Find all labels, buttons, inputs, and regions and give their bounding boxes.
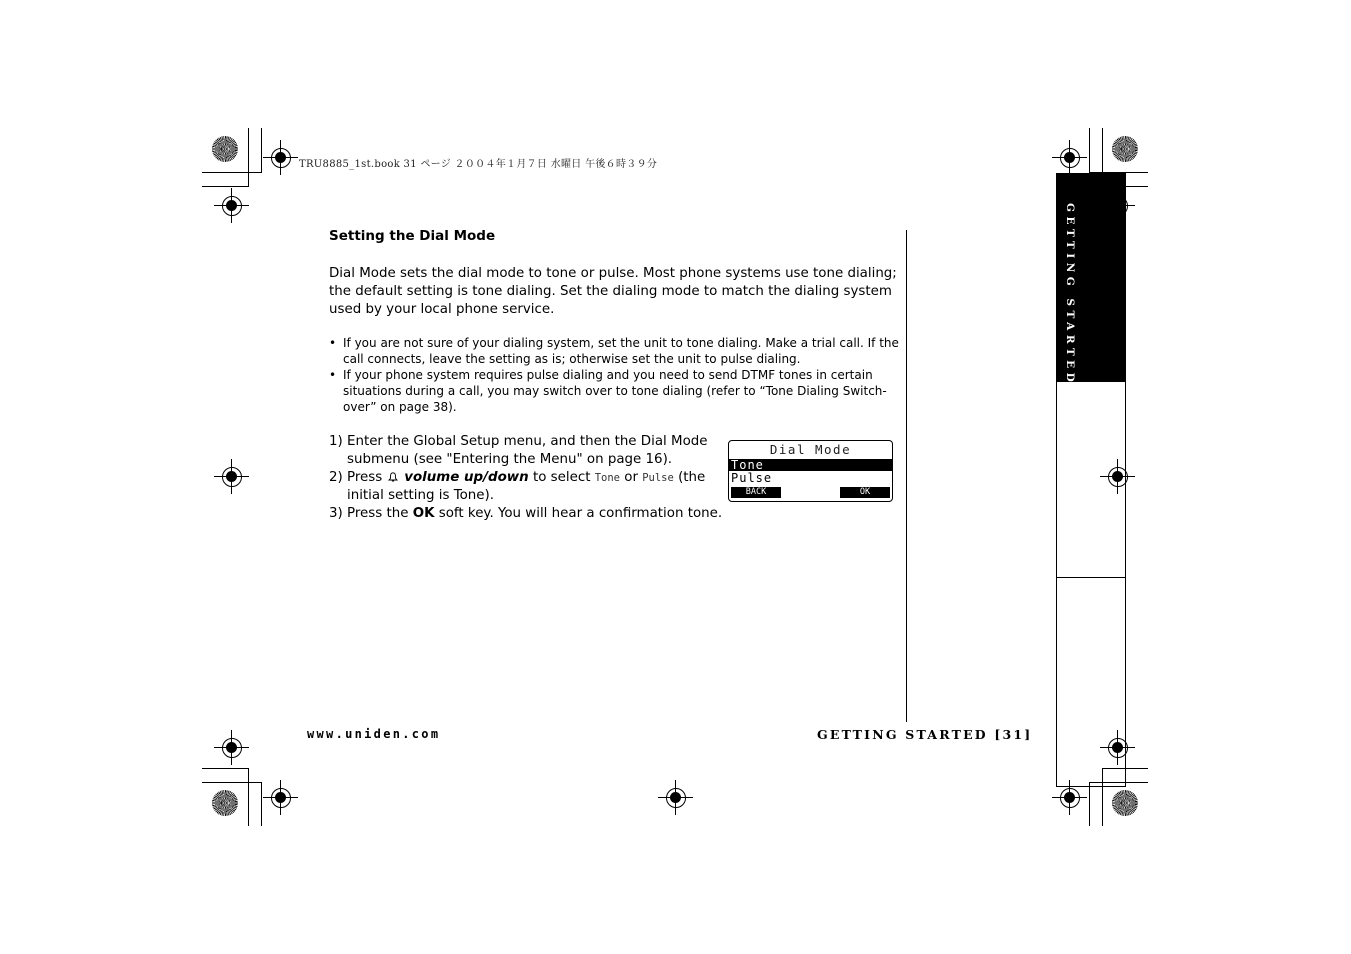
side-tab-label: GETTING STARTED bbox=[1064, 203, 1076, 387]
lcd-title: Dial Mode bbox=[769, 442, 852, 457]
registration-mark-icon bbox=[222, 196, 242, 216]
step-2 bbox=[329, 469, 729, 505]
step-number: 2) bbox=[329, 470, 343, 485]
steps-list bbox=[329, 433, 729, 523]
registration-mark-icon bbox=[271, 788, 291, 808]
step-1 bbox=[329, 433, 729, 469]
bullet-text: If your phone system requires pulse dialing and you need to send DTMF tones in certain situations during a call, you may switch over to tone dialing (refer to “Tone Dialing Switch-over” on page 38). bbox=[343, 368, 887, 414]
step-text: Press bbox=[347, 470, 383, 485]
starburst-icon bbox=[212, 136, 238, 162]
registration-mark-icon bbox=[222, 467, 242, 487]
bullet-text: If you are not sure of your dialing system, set the unit to tone dialing. Make a trial call. If the call connects, leave the setting as is; otherwise set the unit to pulse dialing. bbox=[343, 336, 899, 366]
section-title: Setting the Dial Mode bbox=[329, 228, 496, 244]
footer-page-label: GETTING STARTED [31] bbox=[817, 727, 1033, 742]
registration-mark-icon bbox=[1060, 788, 1080, 808]
starburst-icon bbox=[1112, 790, 1138, 816]
step-text: (the initial setting is Tone). bbox=[347, 470, 706, 503]
step-text: or bbox=[620, 470, 643, 485]
step-text: soft key. You will hear a confirmation tone. bbox=[434, 506, 723, 521]
registration-mark-icon bbox=[222, 738, 242, 758]
footer-url: www.uniden.com bbox=[307, 727, 441, 741]
step-number: 3) bbox=[329, 506, 343, 521]
registration-mark-icon bbox=[1060, 148, 1080, 168]
lcd-option-pulse: Pulse bbox=[642, 472, 674, 484]
bell-icon bbox=[388, 472, 398, 482]
lcd-option-tone: Tone bbox=[594, 472, 620, 484]
step-3 bbox=[329, 505, 777, 523]
step-text: Press the bbox=[347, 506, 413, 521]
registration-mark-icon bbox=[271, 148, 291, 168]
column-divider bbox=[906, 230, 907, 722]
ok-key-label: OK bbox=[412, 506, 435, 521]
lcd-option: Pulse bbox=[731, 471, 773, 485]
step-text: to select bbox=[528, 470, 595, 485]
lcd-back-softkey: BACK bbox=[731, 487, 781, 498]
side-tab-divider bbox=[1056, 577, 1126, 578]
step-text: Enter the Global Setup menu, and then the Dial Mode submenu (see "Entering the Menu" on page 16). bbox=[347, 434, 708, 467]
starburst-icon bbox=[1112, 136, 1138, 162]
notes-list bbox=[329, 335, 899, 415]
lcd-ok-softkey: OK bbox=[840, 487, 890, 498]
intro-paragraph: Dial Mode sets the dial mode to tone or pulse. Most phone systems use tone dialing; the default setting is tone dialing. Set the dialing mode to match the dialing system used by your local phone service. bbox=[329, 266, 897, 317]
list-item: • If your phone system requires pulse dialing and you need to send DTMF tones in certain situations during a call, you may switch over to tone dialing (refer to “Tone Dialing Switch-over” on page 38). bbox=[329, 368, 887, 414]
starburst-icon bbox=[212, 790, 238, 816]
lcd-screen bbox=[728, 440, 893, 502]
step-number: 1) bbox=[329, 434, 343, 449]
volume-key-label: volume up/down bbox=[404, 470, 529, 485]
list-item: • If you are not sure of your dialing system, set the unit to tone dialing. Make a trial call. If the call connects, leave the setting as is; otherwise set the unit to pulse dialing. bbox=[329, 336, 899, 366]
lcd-selected-option: Tone bbox=[729, 459, 892, 471]
file-metadata-header: TRU8885_1st.book 31 ページ ２００４年１月７日 水曜日 午後６時３９分 bbox=[299, 159, 658, 170]
registration-mark-icon bbox=[666, 788, 686, 808]
